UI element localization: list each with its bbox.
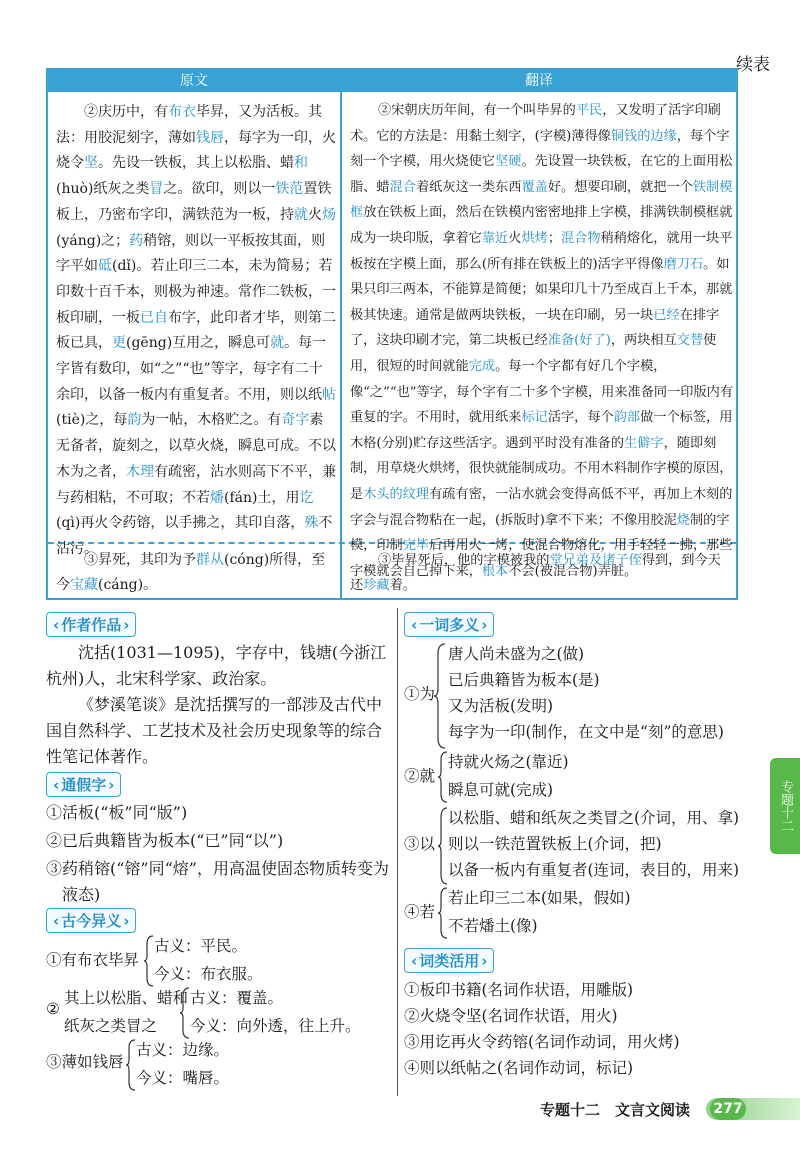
- chapter-side-tab: 专题十二: [770, 758, 800, 854]
- column-divider-lower: [397, 608, 398, 1096]
- tongjia-item-3: ③药稍镕(“镕”同“熔”，用高温使固态物质转变为液态): [46, 859, 389, 904]
- cilei-item-3: ③用讫再火令药镕(名词作动词，用火烤): [404, 1033, 680, 1051]
- yici-4-item-2: 不若燔土(像): [448, 917, 538, 935]
- gujin-3-new: 今义：嘴唇。: [136, 1069, 230, 1087]
- brace-icon: [438, 886, 448, 940]
- brace-icon: [434, 642, 446, 750]
- author-paragraph-2: 《梦溪笔谈》是沈括撰写的一部涉及古代中国自然科学、工艺技术及社会历史现象等的综合性笔记体著作。: [46, 695, 383, 766]
- gujin-1-new: 今义：布衣服。: [154, 965, 263, 983]
- footer-title: 专题十二 文言文阅读: [540, 1101, 691, 1119]
- yici-4-item-1: 若止印三二本(如果，假如): [448, 889, 631, 907]
- yici-word-1: ①为: [404, 685, 436, 703]
- cilei-item-4: ④则以纸帖之(名词作动词，标记): [404, 1059, 634, 1077]
- brace-icon: [438, 750, 448, 804]
- gujin-3-old: 古义：边缘。: [136, 1041, 230, 1059]
- left-notes-column: [46, 608, 391, 1103]
- translation-paragraph-3: ③毕昇死后，他的字模被我的堂兄弟及诸子侄得到，到今天还珍藏着。: [350, 553, 721, 593]
- yici-word-3: ③以: [404, 835, 436, 853]
- gujin-word-1: ①有布衣毕昇: [46, 951, 140, 969]
- yici-heading: ‹ 一词多义 ›: [404, 612, 494, 637]
- brace-icon: [180, 986, 190, 1040]
- gujin-1-old: 古义：平民。: [154, 937, 248, 955]
- gujin-word-2a: 其上以松脂、蜡和: [64, 989, 189, 1007]
- original-paragraph-2: ②庆历中，有布衣毕昇，又为活板。其法：用胶泥刻字，薄如钱唇，每字为一印，火烧令坚。先设一铁板，其上以松脂、蜡和(huò)纸灰之类冒之。欲印，则以一铁范置铁板上，乃密布字印，满铁范为一板，持就火炀(yáng)之；药稍镕，则以一平板按其面，则字平如砥(dǐ)。若止印三二本，未为简易；若印数十百千本，则极为神速。常作二铁板，一板印刷，一板已自布字，此印者才毕，则第二板已具，更(gēng)互用之，瞬息可就。每一字皆有数印，如“之”“也”等字，每字有二十余印，以备一板内有重复者。不用，则以纸帖(tiè)之，每韵为一帖，木格贮之。有奇字素无备者，旋刻之，以草火烧，瞬息可成。不以木为之者，木理有疏密，沾水则高下不平，兼与药相粘，不可取；不若燔(fán)土，用讫(qì)再火令药镕，以手拂之，其印自落，殊不沾污。: [56, 104, 336, 557]
- brace-icon: [144, 934, 154, 988]
- yici-3-item-2: 则以一铁范置铁板上(介词，把): [448, 835, 662, 853]
- right-notes-column: [404, 608, 750, 1103]
- brace-icon: [126, 1038, 136, 1092]
- gujin-word-2b: 纸灰之类冒之: [64, 1017, 158, 1035]
- column-divider: [340, 70, 342, 598]
- translation-table: [46, 68, 738, 600]
- original-paragraph-3: ③昇死，其印为予群从(cóng)所得，至今宝藏(cáng)。: [56, 552, 326, 593]
- cilei-heading: ‹ 词类活用 ›: [404, 948, 494, 973]
- gujin-2-new: 今义：向外透，往上升。: [190, 1017, 361, 1035]
- yici-1-item-3: 又为活板(发明): [448, 697, 554, 715]
- yici-2-item-2: 瞬息可就(完成): [448, 781, 554, 799]
- yici-word-4: ④若: [404, 903, 436, 921]
- gujin-word-3: ③薄如钱唇: [46, 1053, 124, 1071]
- gujin-2-old: 古义：覆盖。: [190, 989, 284, 1007]
- yici-2-item-1: 持就火炀之(靠近): [448, 753, 569, 771]
- yici-word-2: ②就: [404, 767, 436, 785]
- original-column-header: 原文: [48, 70, 340, 92]
- translation-paragraph-2: ②宋朝庆历年间，有一个叫毕昇的平民，又发明了活字印刷术。它的方法是：用黏土刻字，(字模)薄得像铜钱的边缘，每个字刻一个字模，用火烧使它坚硬。先设置一块铁板，在它的上面用松脂、蜡混合着纸灰这一类东西覆盖好。想要印刷，就把一个铁制模框放在铁板上面，然后在铁模内密密地排上字模，排满铁制模框就成为一块印版，拿着它靠近火烘烤；混合物稍稍熔化，就用一块平板按在字模上面，那么(所有排在铁板上的)活字平得像磨刀石。如果只印三两本，不能算是简便；如果印几十乃至成百上千本，那就极其快速。通常是做两块铁板，一块在印刷，另一块已经在排字了，这块印刷才完，第二块板已经准备(好了)，两块相互交替使用，很短的时间就能完成。每一个字都有好几个字模，像“之”“也”等字，每个字有二十多个字模，用来准备同一印版内有重复的字。不用时，就用纸来标记活字，每个韵部做一个标签，用木格(分别)贮存这些活字。遇到平时没有准备的生僻字，随即刻制，用草烧火烘烤，很快就能制成功。不用木料制作字模的原因，是木头的纹理有疏有密，一沾水就会变得高低不平，再加上木刻的字会与混合物粘在一起，(拆版时)拿不下来；不像用胶泥烧制的字模，印制完毕后再用火一烤，使混合物熔化，用手轻轻一拂，那些字模就会自己掉下来，根本不会(被混合物)弄脏。: [350, 103, 734, 579]
- cilei-item-2: ②火烧令坚(名词作状语，用火): [404, 1007, 618, 1025]
- yici-3-item-3: 以备一板内有重复者(连词，表目的，用来): [448, 861, 740, 879]
- yici-1-item-4: 每字为一印(制作，在文中是“刻”的意思): [448, 723, 724, 741]
- page-number: 277: [710, 1098, 746, 1120]
- gujin-number-2: ②: [46, 1000, 60, 1018]
- page-number-bar: [706, 1098, 800, 1120]
- yici-3-item-1: 以松脂、蜡和纸灰之类冒之(介词，用、拿): [448, 809, 740, 827]
- translation-column-header: 翻译: [342, 70, 736, 92]
- continued-label: 续表: [736, 55, 770, 75]
- yici-1-item-1: 唐人尚未盛为之(做): [448, 645, 585, 663]
- author-heading: ‹ 作者作品 ›: [46, 612, 136, 637]
- yici-1-item-2: 已后典籍皆为板本(是): [448, 671, 600, 689]
- cilei-item-1: ①板印书籍(名词作状语，用雕版): [404, 981, 634, 999]
- gujin-heading: ‹ 古今异义 ›: [46, 908, 136, 933]
- tongjia-item-2: ②已后典籍皆为板本(“已”同“以”): [46, 831, 284, 850]
- author-paragraph-1: 沈括(1031—1095)，字存中，钱塘(今浙江杭州)人，北宋科学家、政治家。: [46, 643, 387, 688]
- brace-icon: [438, 806, 448, 886]
- tongjia-item-1: ①活板(“板”同“版”): [46, 803, 188, 822]
- tongjia-heading: ‹ 通假字 ›: [46, 772, 121, 797]
